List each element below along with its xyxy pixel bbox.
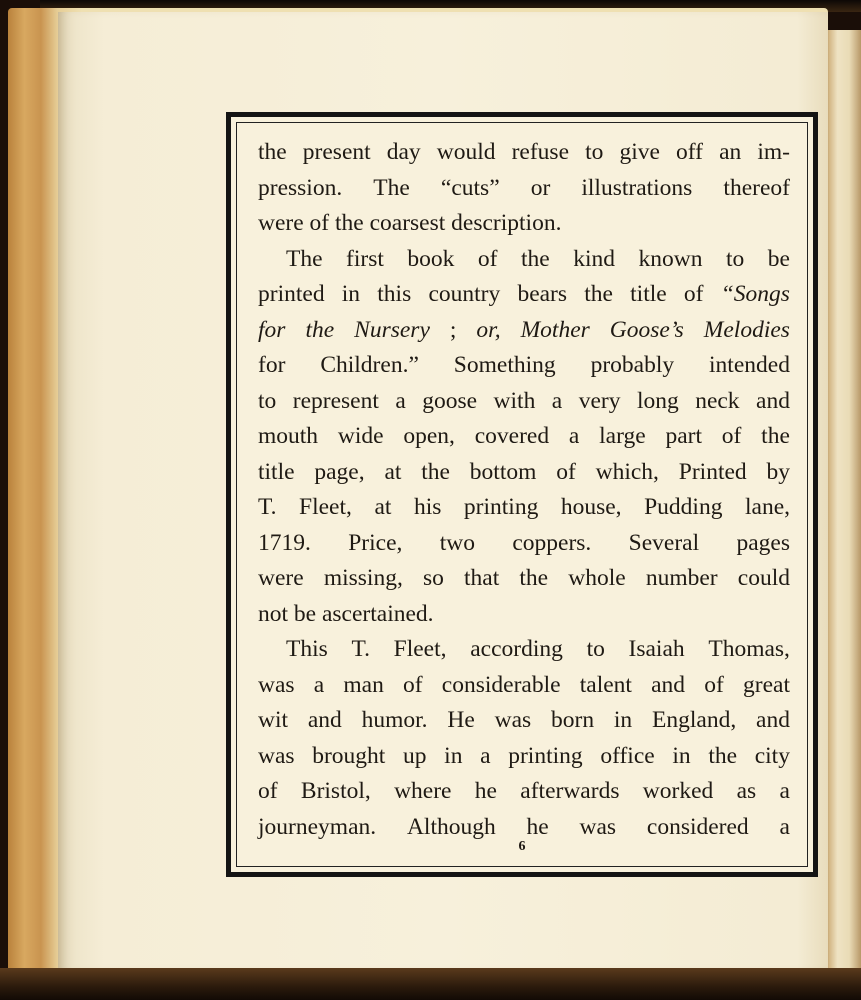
text-line: for Children.” Something probably intended: [258, 352, 790, 378]
text-line: were of the coarsest description.: [258, 210, 562, 236]
text-line: the present day would refuse to give off an im-: [258, 139, 790, 165]
book-page: [58, 12, 828, 970]
text-line: not be ascertained.: [258, 600, 434, 627]
text-line: printed in this country bears the title of “Songs: [258, 281, 790, 307]
text-line: mouth wide open, covered a large part of the: [258, 423, 790, 449]
text-line: wit and humor. He was born in England, and: [258, 707, 790, 733]
text-line: to represent a goose with a very long neck and: [258, 387, 790, 414]
text-line: was brought up in a printing office in the city: [258, 742, 790, 769]
text-line: were missing, so that the whole number could: [258, 565, 790, 591]
text-line: title page, at the bottom of which, Printed by: [258, 458, 790, 485]
book-cover-bottom: [0, 968, 861, 1000]
text-line: The first book of the kind known to be: [286, 245, 790, 272]
text-border-frame: [226, 112, 818, 877]
text-line: journeyman. Although he was considered a: [258, 813, 790, 840]
page-text: [258, 135, 790, 845]
text-line: was a man of considerable talent and of great: [258, 671, 790, 698]
text-line: 1719. Price, two coppers. Several pages: [258, 529, 790, 556]
text-line: of Bristol, where he afterwards worked as a: [258, 778, 790, 804]
text-line: pression. The “cuts” or illustrations thereof: [258, 174, 790, 201]
text-line: for the Nursery ; or, Mother Goose’s Melodies: [258, 316, 790, 343]
text-line: This T. Fleet, according to Isaiah Thomas,: [286, 636, 790, 662]
text-line: T. Fleet, at his printing house, Pudding lane,: [258, 494, 790, 520]
page-number: 6: [518, 839, 526, 854]
